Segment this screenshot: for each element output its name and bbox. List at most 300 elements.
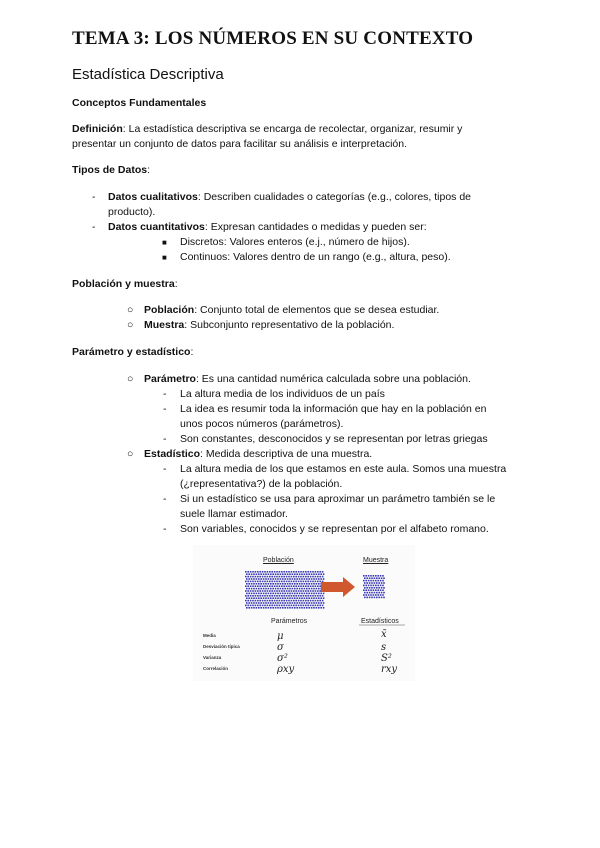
figure-dot: [276, 605, 278, 607]
figure-dot: [279, 605, 281, 607]
figure-dot: [279, 581, 281, 583]
figure-dot: [260, 597, 262, 599]
figure-dot: [245, 581, 247, 583]
figure-dot: [317, 595, 319, 597]
parametro-point-2a: La idea es resumir toda la información que hay en la población en: [180, 403, 487, 415]
figure-dot: [264, 595, 266, 597]
figure-dot: [293, 576, 295, 578]
figure-dot: [247, 585, 249, 587]
figure-dot: [296, 602, 298, 604]
cualitativos-text-1: : Describen cualidades o categorías (e.g., colores, tipos de: [197, 191, 472, 203]
figure-dot: [306, 583, 308, 585]
figure-dot: [253, 573, 255, 575]
figure-dot: [298, 595, 300, 597]
figure-dot: [269, 581, 271, 583]
figure-dot: [269, 605, 271, 607]
figure-dot: [312, 600, 314, 602]
figure-dot: [275, 607, 277, 609]
figure-dot: [262, 581, 264, 583]
figure-dot: [382, 589, 384, 591]
figure-dot: [373, 575, 375, 577]
figure-dot: [363, 585, 365, 587]
figure-dot: [305, 595, 307, 597]
figure-dot: [316, 588, 318, 590]
figure-dot: [308, 588, 310, 590]
figure-dot: [296, 588, 298, 590]
param-symbol: σ: [277, 642, 284, 653]
figure-dot: [318, 588, 320, 590]
figure-dot: [251, 578, 253, 580]
figure-dot: [277, 602, 279, 604]
figure-dot: [370, 580, 372, 582]
figure-dot: [298, 585, 300, 587]
figure-dot: [304, 588, 306, 590]
figure-dot: [381, 592, 383, 594]
figure-dot: [377, 589, 379, 591]
figure-dot: [378, 577, 380, 579]
figure-dot: [276, 590, 278, 592]
figure-dot: [248, 607, 250, 609]
figure-dot: [271, 581, 273, 583]
conceptos-heading: Conceptos Fundamentales: [72, 97, 207, 109]
figure-dot: [368, 594, 370, 596]
figure-dot: [366, 582, 368, 584]
figure-dot: [269, 576, 271, 578]
figure-dot: [383, 597, 385, 599]
figure-dot: [312, 585, 314, 587]
figure-dot: [252, 600, 254, 602]
figure-dot: [304, 593, 306, 595]
figure-dot: [304, 607, 306, 609]
figure-dot: [316, 583, 318, 585]
figure-dot: [369, 592, 371, 594]
figure-dot: [262, 595, 264, 597]
figure-dot: [292, 602, 294, 604]
figure-dot: [381, 577, 383, 579]
figure-dot: [306, 597, 308, 599]
figure-dot: [307, 600, 309, 602]
figure-dot: [258, 607, 260, 609]
figure-dot: [274, 605, 276, 607]
figure-dot: [371, 587, 373, 589]
figure-dot: [286, 600, 288, 602]
figure-dot: [271, 585, 273, 587]
estadistico-label: Estadístico: [144, 448, 201, 460]
figure-dot: [259, 576, 261, 578]
figure-dot: [295, 581, 297, 583]
figure-dot: [283, 576, 285, 578]
figure-dot: [255, 600, 257, 602]
figure-dot: [286, 595, 288, 597]
figure-dot: [319, 600, 321, 602]
figure-dot: [247, 595, 249, 597]
figure-dot: [296, 597, 298, 599]
figure-dot: [276, 581, 278, 583]
definicion-line-1: [72, 122, 462, 137]
figure-dot: [308, 583, 310, 585]
dash-bullet: -: [92, 221, 96, 233]
figure-dot: [377, 594, 379, 596]
figure-dot: [252, 576, 254, 578]
figure-dot: [288, 571, 290, 573]
figure-dot: [299, 573, 301, 575]
figure-dot: [295, 585, 297, 587]
figure-dot: [283, 605, 285, 607]
figure-dot: [248, 602, 250, 604]
dash-bullet: -: [163, 493, 167, 505]
figure-dot: [364, 577, 366, 579]
figure-dot: [253, 588, 255, 590]
figure-dot: [289, 578, 291, 580]
figure-dot: [253, 578, 255, 580]
figure-dot: [287, 588, 289, 590]
figure-dot: [277, 578, 279, 580]
figure-muestra-label: Muestra: [363, 557, 389, 564]
figure-dot: [366, 592, 368, 594]
figure-dot: [271, 576, 273, 578]
figure-dot: [363, 580, 365, 582]
figure-dot: [381, 587, 383, 589]
parametro-item: [144, 372, 471, 387]
figure-dot: [312, 590, 314, 592]
figure-dot: [369, 582, 371, 584]
figure-dot: [259, 605, 261, 607]
dash-bullet: -: [92, 191, 96, 203]
figure-dot: [378, 592, 380, 594]
figure-dot: [277, 593, 279, 595]
figure-dot: [319, 595, 321, 597]
figure-dot: [247, 581, 249, 583]
figure-dot: [264, 571, 266, 573]
figure-dot: [276, 595, 278, 597]
figure-dot: [305, 585, 307, 587]
figure-dot: [281, 585, 283, 587]
figure-dot: [263, 602, 265, 604]
figure-dot: [277, 597, 279, 599]
figure-dot: [291, 585, 293, 587]
figure-dot: [253, 593, 255, 595]
figure-dot: [282, 607, 284, 609]
figure-dot: [319, 576, 321, 578]
figure-dot: [382, 580, 384, 582]
figure-dot: [364, 597, 366, 599]
figure-dot: [318, 583, 320, 585]
definicion-text-2: presentar un conjunto de datos para facilitar su análisis e interpretación.: [72, 138, 408, 150]
figure-dot: [292, 578, 294, 580]
figure-dot: [363, 575, 365, 577]
figure-dot: [292, 593, 294, 595]
figure-dot: [271, 590, 273, 592]
figure-dot: [265, 607, 267, 609]
figure-dot: [300, 590, 302, 592]
figure-dot: [307, 590, 309, 592]
figure-dot: [293, 605, 295, 607]
figure-dot: [283, 571, 285, 573]
figure-dot: [275, 588, 277, 590]
figure-dot: [246, 597, 248, 599]
figure-dot: [291, 595, 293, 597]
figure-dot: [365, 580, 367, 582]
figure-dot: [272, 593, 274, 595]
poblacion-muestra-figure: [193, 545, 415, 681]
figure-dot: [272, 583, 274, 585]
stat-symbol: s: [381, 642, 387, 653]
tipos-colon: :: [147, 164, 150, 176]
figure-dot: [366, 577, 368, 579]
figure-dot: [281, 571, 283, 573]
parametro-estadistico-heading: Parámetro y estadístico: [72, 346, 191, 358]
figure-dot: [265, 573, 267, 575]
figure-dot: [280, 593, 282, 595]
figure-dot: [272, 597, 274, 599]
figure-dot: [374, 582, 376, 584]
figure-dot: [260, 607, 262, 609]
figure-dot: [320, 602, 322, 604]
figure-dot: [250, 576, 252, 578]
figure-dot: [300, 571, 302, 573]
poblacion-muestra-colon: :: [174, 278, 178, 290]
figure-dot: [374, 587, 376, 589]
figure-dot: [310, 605, 312, 607]
figure-dot: [308, 597, 310, 599]
figure-dot: [305, 600, 307, 602]
figure-dot: [264, 576, 266, 578]
figure-dot: [317, 590, 319, 592]
figure-dot: [264, 590, 266, 592]
figure-dot: [288, 605, 290, 607]
figure-dot: [380, 575, 382, 577]
figure-dot: [296, 607, 298, 609]
figure-dot: [376, 597, 378, 599]
figure-dot: [318, 607, 320, 609]
figure-dot: [253, 607, 255, 609]
figure-dot: [286, 590, 288, 592]
figure-dot: [317, 576, 319, 578]
figure-dot: [311, 578, 313, 580]
figure-dot: [274, 585, 276, 587]
figure-dot: [275, 597, 277, 599]
figure-dot: [284, 602, 286, 604]
figure-dot: [316, 593, 318, 595]
figure-dot: [275, 573, 277, 575]
figure-dot: [264, 585, 266, 587]
figure-dot: [376, 587, 378, 589]
figure-dot: [259, 595, 261, 597]
figure-dot: [313, 573, 315, 575]
figure-dot: [322, 571, 324, 573]
tipos-heading-line: [72, 163, 150, 178]
figure-dot: [283, 585, 285, 587]
figure-dot: [287, 607, 289, 609]
figure-dot: [256, 578, 258, 580]
figure-dot: [287, 593, 289, 595]
figure-dot: [286, 571, 288, 573]
figure-dot: [281, 605, 283, 607]
poblacion-muestra-heading: Población y muestra: [72, 278, 175, 290]
figure-dot: [287, 597, 289, 599]
cuantitativos-label: Datos cuantitativos: [108, 221, 205, 233]
figure-dot: [300, 585, 302, 587]
figure-dot: [256, 593, 258, 595]
figure-dot: [247, 590, 249, 592]
figure-dot: [250, 605, 252, 607]
figure-dot: [275, 583, 277, 585]
figure-dot: [246, 607, 248, 609]
figure-dot: [264, 605, 266, 607]
figure-dot: [257, 600, 259, 602]
figure-dot: [303, 590, 305, 592]
figure-dot: [374, 592, 376, 594]
figure-dot: [378, 587, 380, 589]
muestra-text: : Subconjunto representativo de la población.: [184, 319, 395, 331]
figure-dot: [268, 602, 270, 604]
figure-dot: [300, 576, 302, 578]
figure-dot: [319, 581, 321, 583]
figure-dot: [300, 595, 302, 597]
figure-dot: [307, 595, 309, 597]
figure-dot: [301, 588, 303, 590]
figure-dot: [368, 589, 370, 591]
figure-dot: [267, 585, 269, 587]
figure-dot: [310, 576, 312, 578]
figure-dot: [294, 583, 296, 585]
figure-dot: [263, 583, 265, 585]
figure-dot: [306, 607, 308, 609]
figure-dot: [320, 593, 322, 595]
figure-dot: [315, 600, 317, 602]
figure-dot: [300, 581, 302, 583]
figure-dot: [304, 578, 306, 580]
figure-dot: [259, 590, 261, 592]
figure-dot: [294, 588, 296, 590]
figure-dot: [315, 571, 317, 573]
figure-dot: [292, 597, 294, 599]
figure-dot: [255, 590, 257, 592]
figure-dot: [251, 593, 253, 595]
figure-dot: [257, 585, 259, 587]
figure-dot: [370, 594, 372, 596]
dash-bullet: -: [163, 523, 167, 535]
figure-dot: [260, 573, 262, 575]
figure-row-label: Correlación: [203, 666, 229, 671]
figure-dot: [363, 594, 365, 596]
figure-dot: [258, 578, 260, 580]
figure-dot: [250, 600, 252, 602]
figure-dot: [272, 588, 274, 590]
figure-dot: [256, 583, 258, 585]
figure-dot: [252, 590, 254, 592]
figure-dot: [368, 580, 370, 582]
figure-dot: [260, 588, 262, 590]
figure-dot: [375, 594, 377, 596]
figure-dot: [279, 590, 281, 592]
estadistico-point-1b: (¿representativa?) de la población.: [180, 478, 343, 490]
figure-dot: [306, 602, 308, 604]
figure-dot: [308, 573, 310, 575]
figure-dot: [308, 578, 310, 580]
figure-dot: [317, 600, 319, 602]
page-title: TEMA 3: LOS NÚMEROS EN SU CONTEXTO: [72, 28, 474, 49]
figure-dot: [272, 607, 274, 609]
figure-dot: [271, 605, 273, 607]
figure-dot: [323, 602, 325, 604]
figure-dot: [311, 607, 313, 609]
figure-dot: [296, 583, 298, 585]
figure-dot: [256, 573, 258, 575]
figure-dot: [268, 578, 270, 580]
figure-dot: [270, 607, 272, 609]
figure-dot: [371, 597, 373, 599]
figure-dot: [268, 597, 270, 599]
figure-dot: [369, 597, 371, 599]
figure-dot: [258, 588, 260, 590]
figure-dot: [382, 585, 384, 587]
figure-dot: [277, 588, 279, 590]
figure-dot: [283, 581, 285, 583]
figure-dot: [282, 602, 284, 604]
figure-dot: [251, 573, 253, 575]
figure-dot: [253, 602, 255, 604]
figure-dot: [283, 590, 285, 592]
arrow-icon: [321, 577, 355, 597]
figure-dot: [293, 600, 295, 602]
figure-dot: [307, 571, 309, 573]
figure-row-label: Varianza: [203, 655, 222, 660]
figure-dot: [262, 576, 264, 578]
figure-dot: [286, 605, 288, 607]
figure-dot: [281, 600, 283, 602]
figure-dot: [270, 578, 272, 580]
figure-dot: [320, 578, 322, 580]
figure-dot: [316, 597, 318, 599]
figure-dot: [311, 593, 313, 595]
figure-dot: [296, 578, 298, 580]
parametro-point-3: Son constantes, desconocidos y se representan por letras griegas: [180, 433, 488, 445]
figure-dot: [272, 573, 274, 575]
figure-dot: [284, 607, 286, 609]
figure-dot: [375, 589, 377, 591]
figure-dot: [294, 602, 296, 604]
figure-dot: [263, 573, 265, 575]
figure-dot: [245, 585, 247, 587]
figure-dot: [319, 585, 321, 587]
figure-dot: [286, 576, 288, 578]
figure-dot: [311, 602, 313, 604]
figure-dot: [320, 573, 322, 575]
figure-dot: [307, 581, 309, 583]
figure-dot: [251, 597, 253, 599]
continuos-item: Continuos: Valores dentro de un rango (e.g., altura, peso).: [180, 251, 451, 263]
figure-dot: [307, 585, 309, 587]
parametro-estadistico-colon: :: [190, 346, 194, 358]
figure-dot: [255, 605, 257, 607]
figure-dot: [368, 575, 370, 577]
figure-dot: [280, 597, 282, 599]
figure-dot: [246, 588, 248, 590]
figure-dot: [282, 583, 284, 585]
figure-dot: [269, 590, 271, 592]
figure-dot: [376, 582, 378, 584]
figure-dot: [318, 578, 320, 580]
figure-dot: [265, 593, 267, 595]
figure-dot: [267, 590, 269, 592]
figure-dot: [310, 585, 312, 587]
estadistico-point-2a: Si un estadístico se usa para aproximar un parámetro también se le: [180, 493, 496, 505]
figure-dot: [248, 588, 250, 590]
figure-dot: [252, 581, 254, 583]
figure-dot: [262, 600, 264, 602]
figure-dot: [255, 585, 257, 587]
